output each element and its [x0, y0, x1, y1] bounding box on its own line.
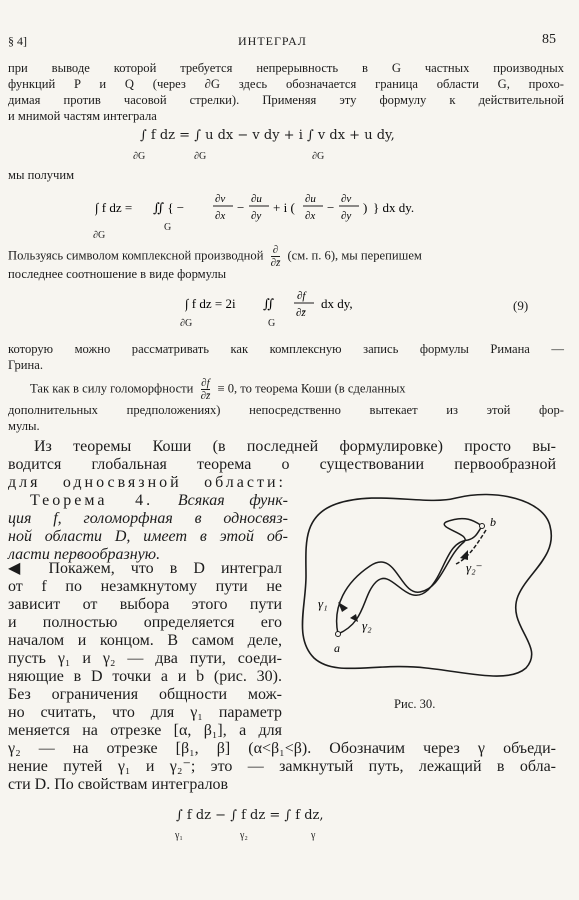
paragraph-4-cont: [8, 402, 564, 434]
eq1-term1: ∫ u dx − v dy + i: [194, 128, 303, 143]
theorem-label: Теорема 4.: [30, 492, 154, 509]
theorem-4: [30, 492, 288, 510]
frac-den: ∂y: [251, 210, 262, 222]
eq2-sub: G: [164, 222, 172, 233]
frac-num: ∂u: [251, 193, 262, 205]
arrow-gamma1: [338, 602, 348, 612]
equation-9-svg: [185, 286, 415, 326]
equation-2-fractions: [95, 184, 455, 234]
eq-last-sub: γ₁: [175, 830, 183, 841]
eq-last-sub: γ₂: [240, 830, 248, 841]
header-title: ИНТЕГРАЛ: [238, 34, 307, 48]
eq1-lhs: ∫ f dz =: [140, 128, 191, 143]
text-line: ◀ Покажем, что в D интеграл: [8, 560, 282, 577]
text-line: водится глобальная теорема о существовании первообразной: [8, 456, 556, 473]
text-line: функций P и Q (через ∂G здесь обозначается граница области G, прохо-: [8, 77, 564, 91]
text-line: нение путей γ₁ и γ₂⁻; это — замкнутый путь, лежащий в обла-: [8, 758, 556, 775]
label-a: a: [334, 641, 340, 655]
proof-wide: [8, 740, 556, 794]
text-line: пусть γ₁ и γ₂ — два пути, соеди-: [8, 650, 282, 667]
frac-den: ∂x: [215, 210, 226, 222]
text-line: Пользуясь символом комплексной производной: [8, 248, 264, 263]
theorem-text: Всякая функ-: [177, 492, 289, 509]
label-gamma1: γ₁: [318, 596, 328, 611]
header-section: § 4]: [8, 34, 27, 48]
eq2-tail: } dx dy.: [373, 200, 415, 215]
equation-last: [176, 808, 324, 823]
eq-last-sub: γ: [311, 830, 316, 841]
eq1-sub: ∂G: [194, 151, 207, 162]
frac-num: ∂u: [305, 193, 316, 205]
path-gamma2: [338, 526, 482, 634]
text-line: Из теоремы Коши (в последней формулировке) просто вы-: [34, 438, 556, 455]
text-line: и мнимой частям интеграла: [8, 109, 157, 123]
paragraph-1: [8, 60, 564, 124]
eq1-sub: ∂G: [312, 151, 325, 162]
eq9-tail: dx dy,: [321, 296, 353, 311]
op: −: [327, 200, 335, 215]
text-line: началом и концом. В самом деле,: [8, 632, 282, 649]
text-line: сти D. По свойствам интегралов: [8, 776, 229, 793]
text-line: зависит от выбора этого пути: [8, 596, 282, 613]
frac-num: ∂v: [341, 193, 352, 205]
text-line: но считать, что для γ₁ параметр: [8, 704, 282, 721]
text-line: при выводе которой требуется непрерывность в G частных производных: [8, 61, 564, 75]
point-b: [480, 524, 485, 529]
eq2-sub: ∂G: [93, 230, 106, 241]
frac-den: ∂x: [305, 210, 316, 222]
eq-last-term3: ∫ f dz,: [284, 808, 324, 823]
proof: [8, 560, 282, 740]
frac-num: ∂v: [215, 193, 226, 205]
op: ): [363, 200, 368, 215]
text-line: ≡ 0, то теорема Коши (в сделанных: [217, 381, 406, 396]
page-number: 85: [542, 32, 556, 47]
label-b: b: [490, 515, 496, 529]
theorem-text: ной области D, имеет в этой об-: [8, 528, 288, 545]
label-gamma2-reverse: γ₂⁻: [466, 560, 483, 575]
label-gamma2: γ₂: [362, 618, 372, 633]
figure-30-drawing: [296, 486, 558, 682]
text-line: няющие в D точки a и b (рис. 30).: [8, 668, 282, 685]
theorem-4-cont: [8, 510, 288, 564]
theorem-text: ция f, голоморфная в односвяз-: [8, 510, 288, 527]
figure-30: [296, 486, 558, 687]
arrow-gamma2: [350, 614, 358, 622]
figure-caption: Рис. 30.: [394, 697, 436, 711]
eq2-body: ∬ { −: [153, 200, 185, 215]
point-a: [336, 632, 341, 637]
text-line: Без ограничения общности мож-: [8, 686, 282, 703]
paragraph-5: [34, 438, 556, 456]
theorem-text: ласти первообразную.: [8, 546, 161, 563]
equation-number: (9): [513, 298, 529, 313]
equation-9: [185, 286, 415, 331]
op: + i (: [273, 200, 295, 215]
paragraph-3: [8, 341, 564, 373]
double-integral: ∬: [263, 296, 275, 311]
eq-last-term1: ∫ f dz −: [176, 808, 227, 823]
eq9-lhs: ∫ f dz = 2i: [185, 296, 236, 311]
text-line: Так как в силу голоморфности: [30, 381, 194, 396]
text-line: мы получим: [8, 168, 75, 182]
frac-den: ∂y: [341, 210, 352, 222]
text-line: мулы.: [8, 419, 40, 433]
text-line: последнее соотношение в виде формулы: [8, 267, 227, 281]
op: −: [237, 200, 245, 215]
text-line: γ₂ — на отрезке [β₁, β] (α<β₁<β). Обозначим через γ объеди-: [8, 740, 556, 757]
eq9-sub: ∂G: [180, 318, 193, 329]
paragraph-5-cont: [8, 456, 556, 474]
derivative-symbol: ∂ ∂z̄: [270, 244, 281, 269]
eq1-term2: ∫ v dx + u dy,: [307, 128, 395, 143]
eq9-sub: G: [268, 318, 276, 329]
text-line: (см. п. 6), мы перепишем: [287, 248, 422, 263]
text-line: для односвязной области:: [8, 474, 286, 491]
eq-last-term2: ∫ f dz =: [230, 808, 281, 823]
text-line: от f по незамкнутому пути не: [8, 578, 282, 595]
paragraph-4: [30, 377, 560, 402]
text-line: Грина.: [8, 358, 44, 372]
eq2-lhs: ∫ f dz =: [95, 200, 133, 215]
frac-den: ∂z̄: [296, 307, 306, 319]
equation-2: [95, 184, 455, 239]
eq1-sub: ∂G: [133, 151, 146, 162]
paragraph-5-last: [8, 474, 286, 492]
text-line: и полностью определяется его: [8, 614, 282, 631]
equation-1: [140, 128, 395, 143]
frac-num: ∂f: [297, 290, 306, 302]
text-line: меняется на отрезке [α, β₁], а для: [8, 722, 282, 739]
arrow-gamma2-reverse: [460, 550, 468, 560]
text-line: димая против часовой стрелки). Применяя эту формулу к действительной: [8, 93, 564, 107]
text-line: дополнительных предположениях) непосредственно вытекает из этой фор-: [8, 403, 564, 417]
text-line: которую можно рассматривать как комплексную запись формулы Римана —: [8, 342, 564, 356]
derivative-symbol: $\frac{\partial f}{\partial z̄}$: [200, 377, 211, 402]
